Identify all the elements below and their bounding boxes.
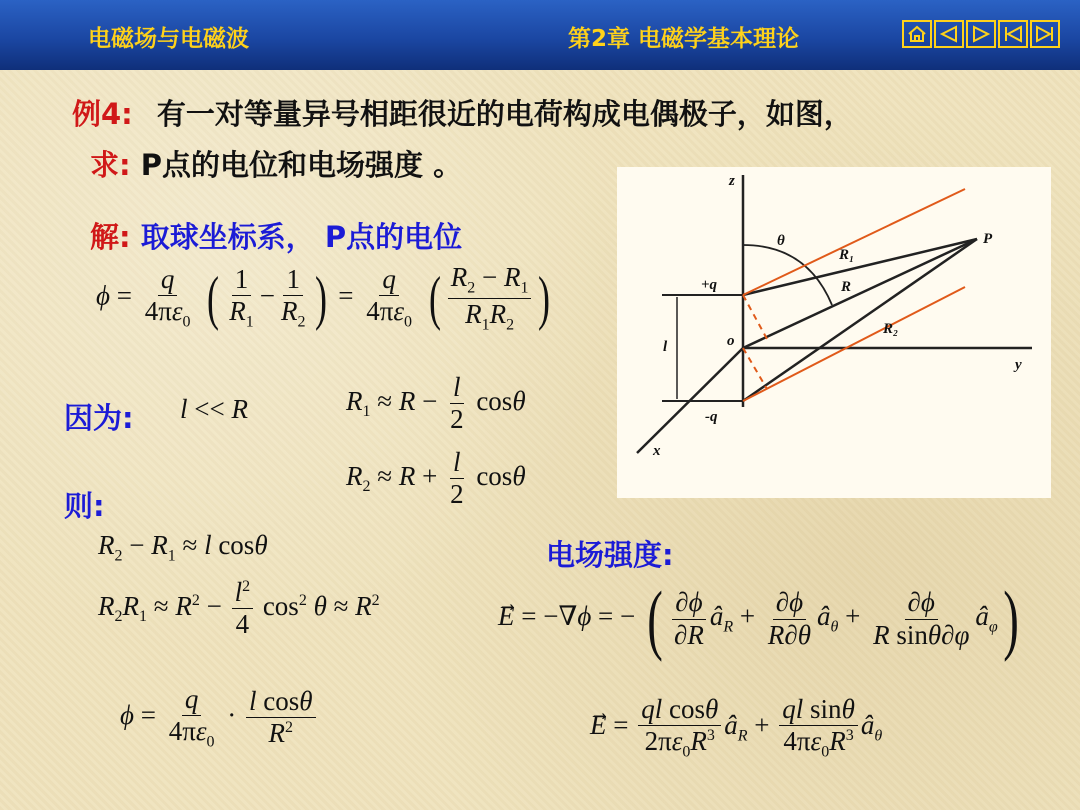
label-o: o xyxy=(727,333,735,349)
solution-label: 解: xyxy=(90,220,131,254)
ask-label: 求: xyxy=(90,148,131,182)
course-title: 电磁场与电磁波 xyxy=(88,26,249,52)
label-p: P xyxy=(983,231,993,247)
chapter-title: 第2章 电磁学基本理论 xyxy=(568,26,800,52)
dipole-figure xyxy=(617,167,1051,498)
solution-text: 取球坐标系， P点的电位 xyxy=(140,220,463,254)
label-z: z xyxy=(729,173,735,189)
perp-dash-lower xyxy=(743,348,767,389)
r-difference: $R_2 - R_1 \approx l$ cosθ xyxy=(98,530,268,565)
because-label: 因为: xyxy=(64,401,134,435)
label-r: R xyxy=(841,279,852,295)
field-result: E⃗ = $\frac{\text{ql cosθ}}{2\pi\varepsilon_0R^3}$ $â_R$ + $\frac{\text{ql sinθ}}{4\pi\varepsilon_0R^3}$ $â_\theta$ xyxy=(590,694,883,761)
first-icon[interactable] xyxy=(998,20,1028,48)
example-label: 例4: xyxy=(72,97,133,131)
condition-formula: l << R xyxy=(180,394,248,424)
label-theta: θ xyxy=(777,233,785,249)
label-l: l xyxy=(663,339,668,355)
potential-result: ϕ = $\frac{q}{4\pi\varepsilon_0}$ · $\frac{\text{l cosθ}}{R^2}$ xyxy=(120,684,319,752)
r1-approx: $R_1 \approx R$ − $\frac{l}{2}$ cosθ xyxy=(346,372,526,435)
field-label: 电场强度: xyxy=(546,538,674,572)
r-line xyxy=(743,239,977,348)
ask-text: P点的电位和电场强度 。 xyxy=(140,148,463,182)
r2-approx: $R_2 \approx R$ + $\frac{l}{2}$ cosθ xyxy=(346,447,526,510)
r-product: $R_2R_1 \approx R^2$ − $\frac{l^2}{4}$ $\cos^2 \theta \approx R^2$ xyxy=(98,577,380,640)
nav-buttons xyxy=(902,20,1060,48)
label-plus-q: +q xyxy=(701,277,718,293)
label-r2: R₂ xyxy=(883,321,899,337)
label-y: y xyxy=(1015,357,1022,373)
last-icon[interactable] xyxy=(1030,20,1060,48)
label-x: x xyxy=(653,443,661,459)
problem-statement: 有一对等量异号相距很近的电荷构成电偶极子，如图， xyxy=(156,97,853,131)
then-label: 则: xyxy=(64,489,105,523)
label-r1: R₁ xyxy=(839,247,855,263)
theta-arc xyxy=(743,245,832,305)
dipole-diagram xyxy=(617,167,1051,498)
solution-line xyxy=(90,215,462,256)
problem-line xyxy=(72,92,853,133)
field-gradient-formula: E⃗ = −∇ϕ = − ( $\frac{\partial\phi}{\partial R}$ $â_R$ + $\frac{\partial\phi}{R\partial\theta}$ $â_\theta$ + $\frac{\partial\phi}{\text{R sinθ∂φ}}$ $â_\varphi$) xyxy=(498,575,1019,662)
perp-dash-upper xyxy=(743,295,767,339)
parallel-line-lower xyxy=(743,287,965,401)
next-icon[interactable] xyxy=(966,20,996,48)
potential-formula: ϕ = $\frac{q}{4\pi\varepsilon_0}$ ( $\frac{1}{R_1}$ − $\frac{1}{R_2}$ ) = $\frac{q}{4\pi\varepsilon_0}$ ( $\frac{R_2 - R_1}{R_1R_2}$ ) xyxy=(96,262,551,334)
prev-icon[interactable] xyxy=(934,20,964,48)
home-icon[interactable] xyxy=(902,20,932,48)
header-bar xyxy=(0,0,1080,70)
label-minus-q: -q xyxy=(705,409,718,425)
ask-line xyxy=(90,143,462,184)
r2-line xyxy=(743,239,977,401)
